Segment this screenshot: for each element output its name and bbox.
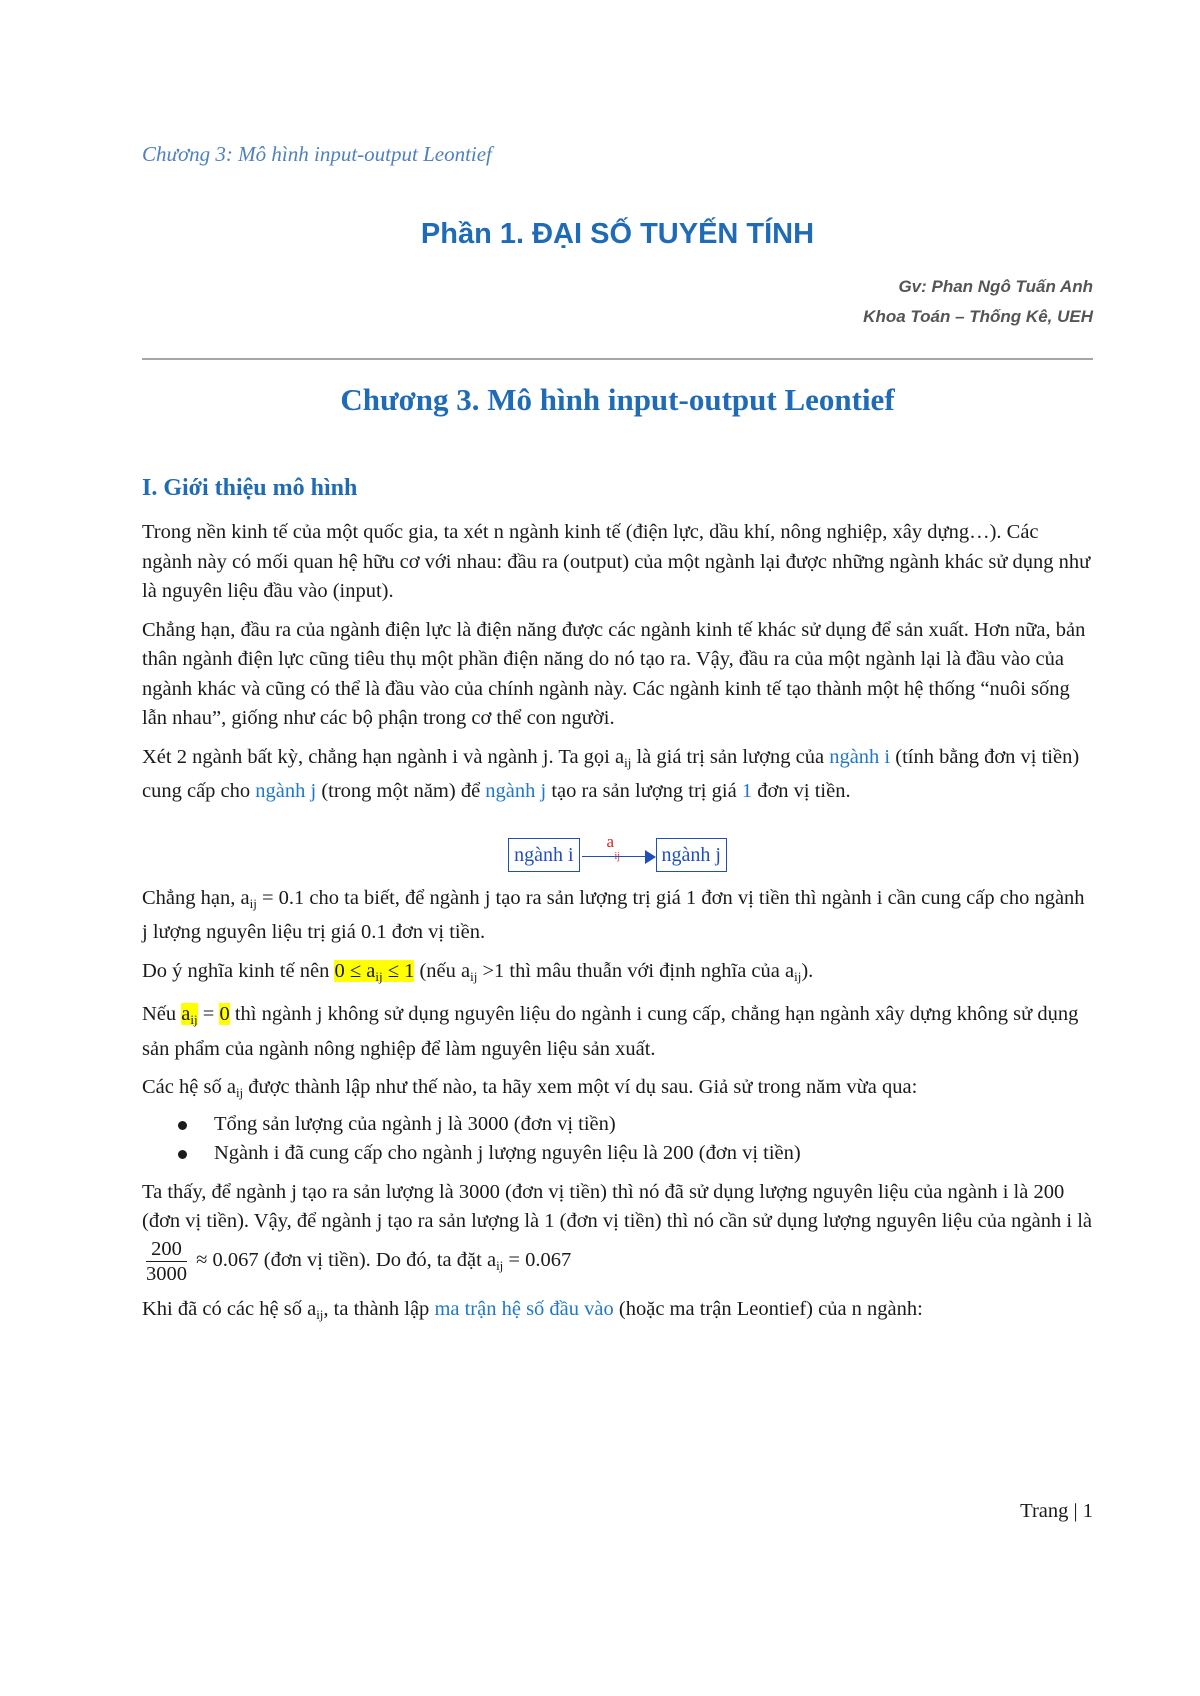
body-text [142,518,1093,1338]
flow-arrow-icon [580,831,656,872]
paragraph-matrix: Khi đã có các hệ số $a_{ij}$, ta thành lập ma trận hệ số đầu vào (hoặc ma trận Leontief) của n ngành: [142,1297,923,1322]
fraction: $\frac{200}{3000}$ [146,1237,187,1285]
aij-symbol: $a_{ij}$ [240,886,257,911]
aij-symbol: $a_{ij}$ [615,745,632,770]
paragraph-bounds: Do ý nghĩa kinh tế nên $0 \le a_{ij} \le 1$ (nếu $a_{ij} >1$ thì mâu thuẫn với định nghĩa của $a_{ij}$). [142,959,814,984]
author-block [863,272,1093,332]
paragraph-example: Chẳng hạn, đầu ra của ngành điện lực là điện năng được các ngành kinh tế khác sử dụng để sản xuất. Hơn nữa, bản thân ngành điện lực cũng tiêu thụ một phần điện năng do nó tạo ra. Vậy, đầu ra của một ngành lại là đầu vào của ngành khác và cũng có thể là đầu vào của chính ngành này. Các ngành kinh tế tạo thành một hệ thống “nuôi sống lẫn nhau”, giống như các bộ phận trong cơ thể con người. [142,618,1086,729]
highlight-zero: 0 [219,1003,230,1025]
list-item: Tổng sản lượng của ngành j là 3000 (đơn vị tiền) [214,1110,1093,1140]
highlight-aij: $a_{ij}$ [181,1003,198,1027]
author-affiliation: Khoa Toán – Thống Kê, UEH [863,307,1093,326]
bullet-icon [178,1121,187,1130]
chapter-title: Chương 3. Mô hình input-output Leontief [340,382,895,417]
bullet-icon [178,1150,187,1159]
paragraph-zero-case: Nếu $a_{ij} = 0$ thì ngành j không sử dụng nguyên liệu do ngành i cung cấp, chẳng hạn ngành xây dựng không sử dụng sản phẩm của ngành nông nghiệp để làm nguyên liệu sản xuất. [142,1003,1079,1060]
arrow-label: a ij [606,831,621,862]
header-divider [142,358,1093,360]
document-page [142,0,1093,1696]
part-title: Phần 1. ĐẠI SỐ TUYẾN TÍNH [420,218,815,250]
list-item: Ngành i đã cung cấp cho ngành j lượng nguyên liệu là 200 (đơn vị tiền) [214,1139,1093,1169]
section-title: I. Giới thiệu mô hình [142,475,358,501]
page-number: Trang | 1 [1020,1500,1093,1522]
paragraph-aij-example: Chẳng hạn, $a_{ij} = 0.1$ cho ta biết, để ngành j tạo ra sản lượng trị giá 1 đơn vị tiền thì ngành i cần cung cấp cho ngành j lượng nguyên liệu trị giá 0.1 đơn vị tiền. [142,886,1085,943]
paragraph-computation: Ta thấy, để ngành j tạo ra sản lượng là 3000 (đơn vị tiền) thì nó đã sử dụng lượng nguyên liệu của ngành i là 200 (đơn vị tiền). Vậy, để ngành j tạo ra sản lượng là 1 (đơn vị tiền) thì nó cần sử dụng lượng nguyên liệu của ngành i là $\frac{200}{3000}$ ≈ 0.067 (đơn vị tiền). Do đó, ta đặt $a_{ij} = 0.067$ [142,1180,1093,1285]
paragraph-intro: Trong nền kinh tế của một quốc gia, ta xét n ngành kinh tế (điện lực, dầu khí, nông nghiệp, xây dựng…). Các ngành này có mối quan hệ hữu cơ với nhau: đầu ra (output) của một ngành lại được những ngành khác sử dụng như là nguyên liệu đầu vào (input). [142,521,1091,602]
example-list [142,1110,1093,1169]
sector-i-box: ngành i [508,838,579,872]
highlight-bounds: $0 \le a_{ij} \le 1$ [334,959,415,984]
running-header: Chương 3: Mô hình input-output Leontief [142,142,492,166]
paragraph-how: Các hệ số $a_{ij}$ được thành lập như thế nào, ta hãy xem một ví dụ sau. Giả sử trong năm vừa qua: [142,1076,918,1100]
paragraph-definition: Xét 2 ngành bất kỳ, chẳng hạn ngành i và ngành j. Ta gọi $a_{ij}$ là giá trị sản lượng của ngành i (tính bằng đơn vị tiền) cung cấp cho ngành j (trong một năm) để ngành j tạo ra sản lượng trị giá 1 đơn vị tiền. [142,745,1080,802]
flow-diagram [142,816,1093,872]
author-name: Gv: Phan Ngô Tuấn Anh [898,277,1093,296]
sector-j-box: ngành j [656,838,727,872]
